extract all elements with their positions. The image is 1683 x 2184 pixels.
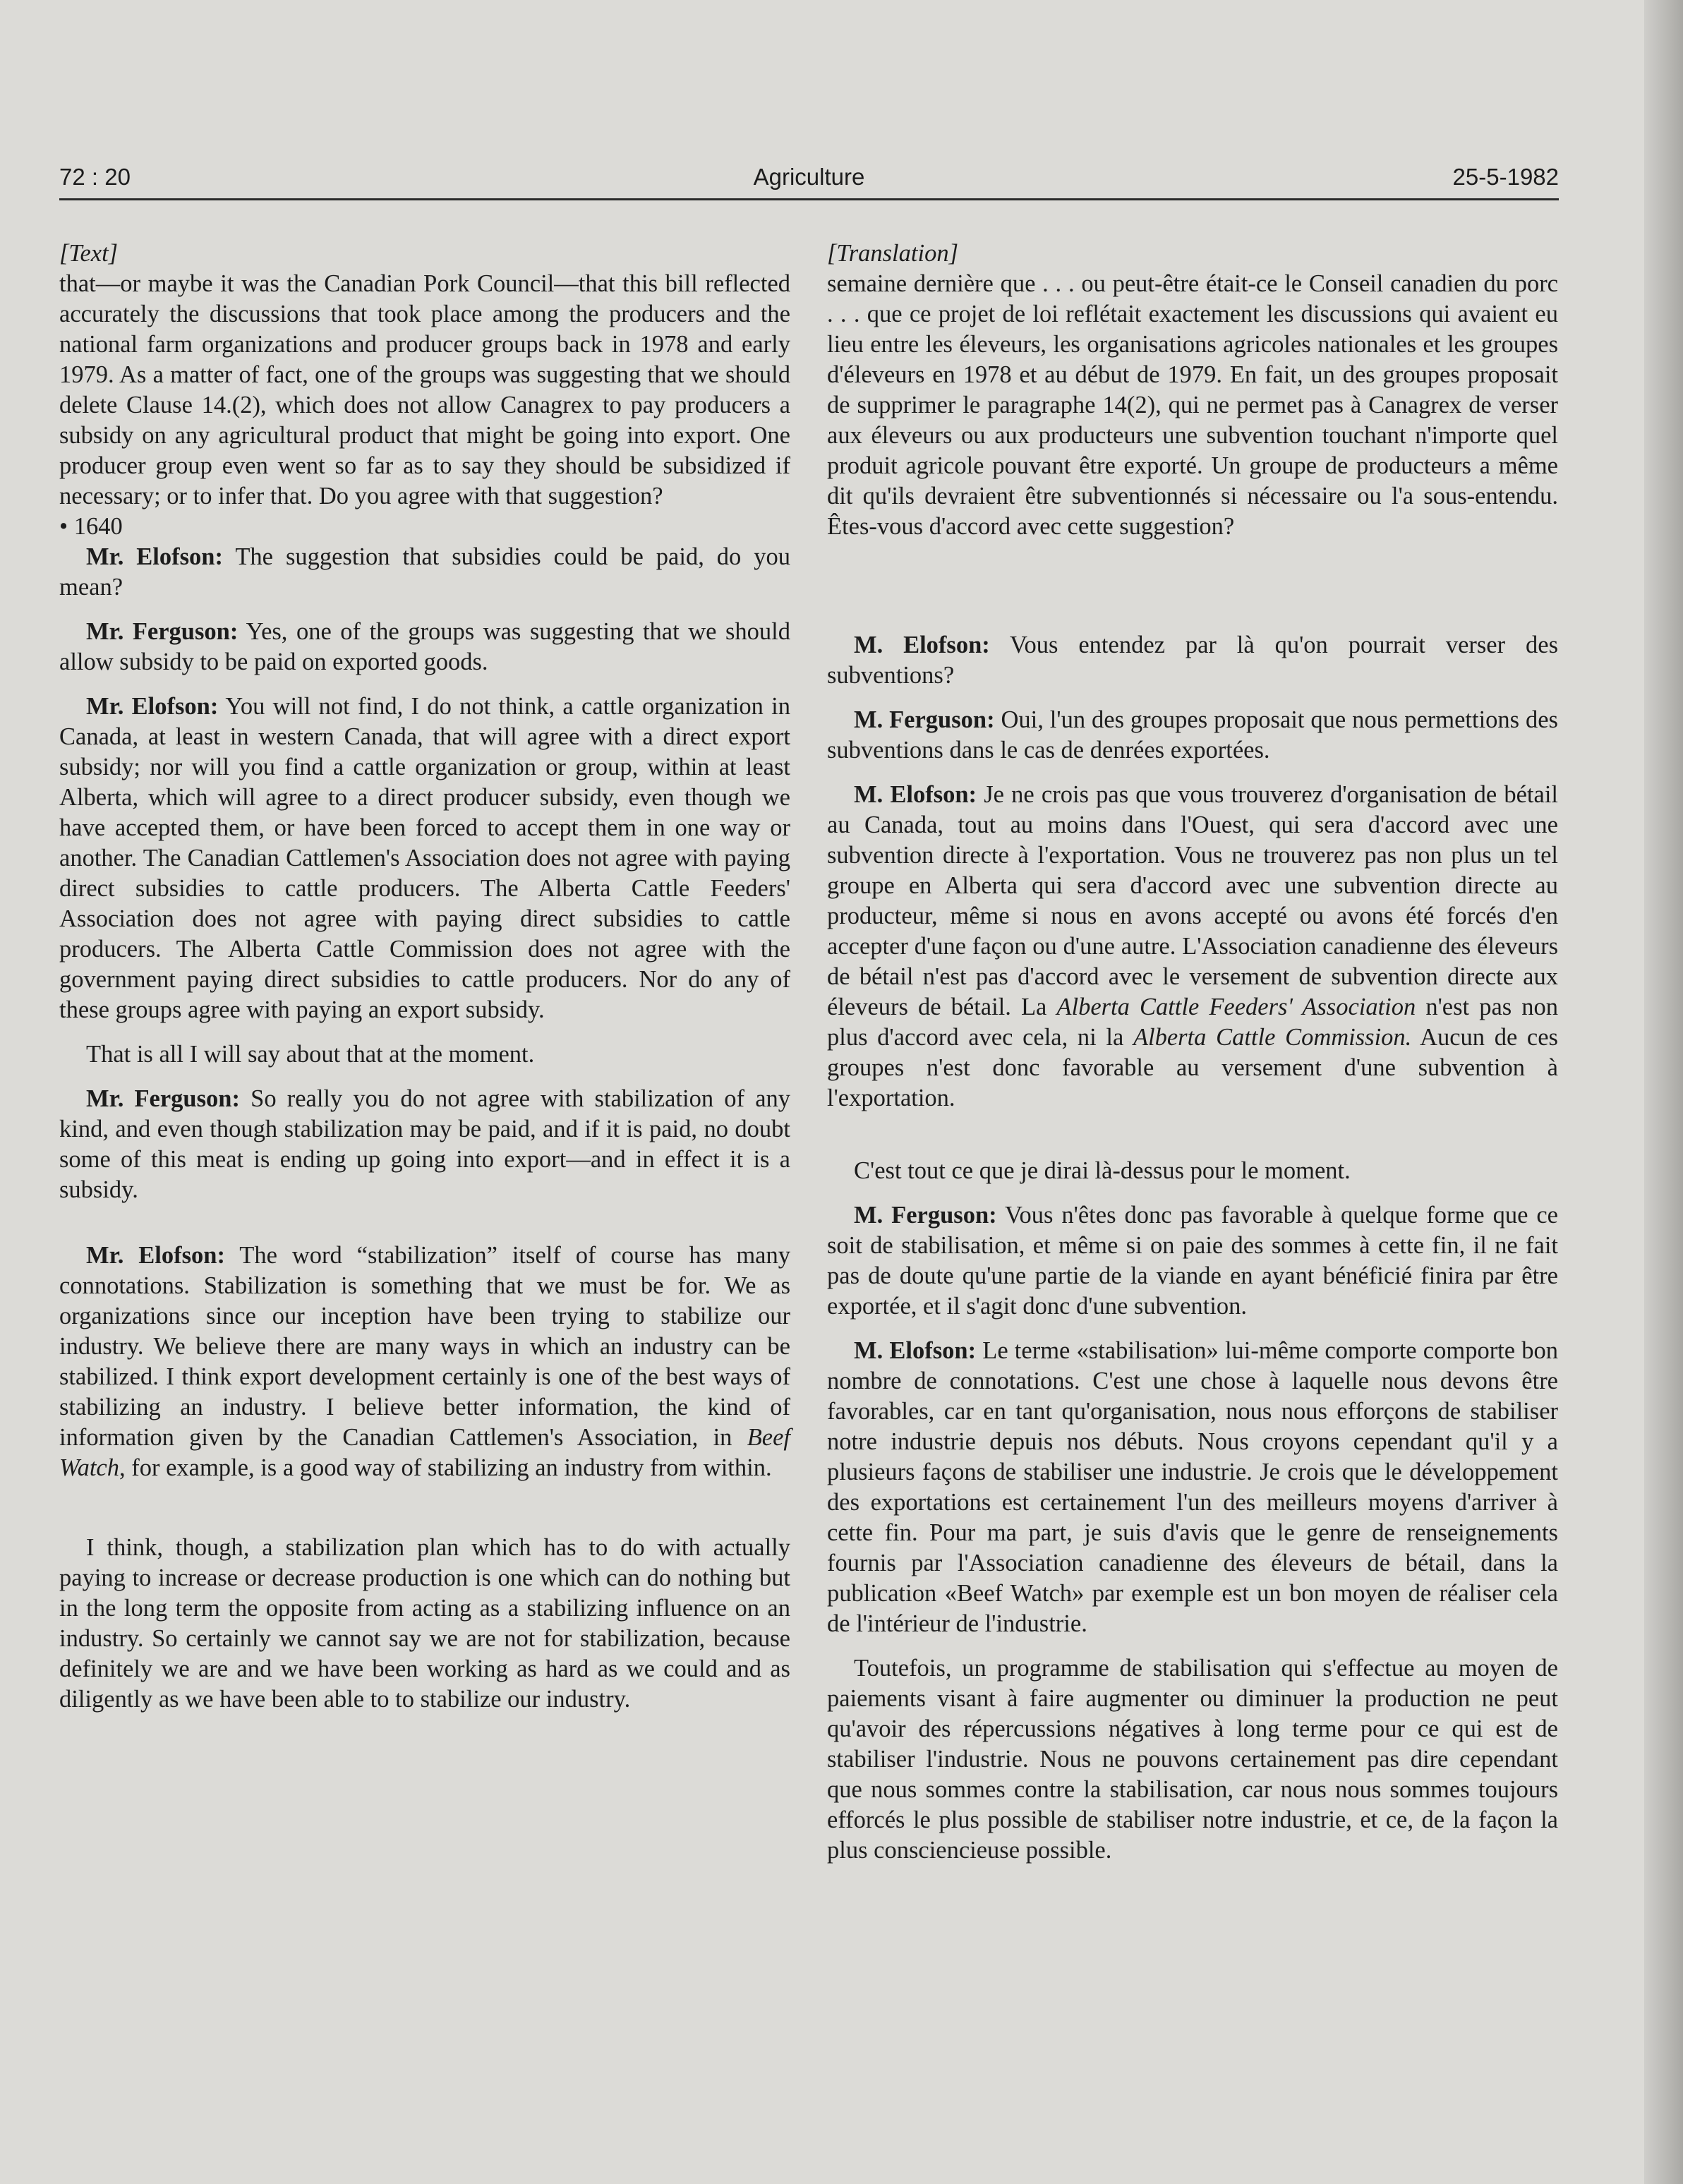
- language-tag-translation: [Translation]: [827, 240, 958, 267]
- page-edge: [1644, 0, 1683, 2184]
- time-marker: • 1640: [59, 513, 123, 540]
- page-date: 25-5-1982: [1452, 164, 1559, 190]
- speaker-name: M. Elofson:: [854, 632, 990, 658]
- speaker-name: Mr. Ferguson:: [86, 618, 239, 645]
- paragraph: M. Ferguson: Vous n'êtes donc pas favorable à quelque forme que ce soit de stabilisation, et même si on paie des sommes à cette fin, il ne fait pas de doute qu'une partie de la viande en ayant bénéficié finira par être exportée, et il s'agit donc d'une subvention.: [827, 1202, 1558, 1320]
- paragraph: M. Elofson: Vous entendez par là qu'on pourrait verser des subventions?: [827, 632, 1558, 689]
- paragraph: M. Elofson: Je ne crois pas que vous trouverez d'organisation de bétail au Canada, tout au moins dans l'Ouest, qui sera d'accord avec une subvention directe à l'exportation. Vous ne trouverez pas non plus un tel groupe en Alberta qui sera d'accord avec une subvention directe au producteur, même si nous en avons accepté ou avons été forcés d'en accepter d'une façon ou d'une autre. L'Association canadienne des éleveurs de bétail n'est pas d'accord avec le versement de subvention directe aux éleveurs de bétail. La Alberta Cattle Feeders' Association n'est pas non plus d'accord avec cela, ni la Alberta Cattle Commission. Aucun de ces groupes n'est donc favorable au versement d'une subvention à l'exportation.: [827, 781, 1558, 1111]
- paragraph: semaine dernière que . . . ou peut-être était-ce le Conseil canadien du porc . . . que ce projet de loi reflétait exactement les discussions qui avaient eu lieu entre les éleveurs, les organisations agricoles nationales et les groupes d'éleveurs en 1978 et au début de 1979. En fait, un des groupes proposait de supprimer le paragraphe 14(2), qui ne permet pas à Canagrex de verser aux éleveurs ou aux producteurs une subvention touchant n'importe quel produit agricole pouvant être exporté. Un groupe de producteurs a même dit qu'ils devraient être subventionnés si nécessaire ou l'a sous-entendu. Êtes-vous d'accord avec cette suggestion?: [827, 270, 1558, 540]
- english-column: [59, 239, 790, 1715]
- speaker-name: M. Ferguson:: [854, 1202, 997, 1229]
- speaker-name: M. Elofson:: [854, 1337, 977, 1364]
- french-column: [827, 239, 1558, 1866]
- paragraph: Mr. Elofson: The word “stabilization” itself of course has many connotations. Stabilization is something that we must be for. We as organizations since our inception have been trying to stabilize our industry. We believe there are many ways in which an industry can be stabilized. I think export development certainly is one of the best ways of stabilizing an industry. I believe better information, the kind of information given by the Canadian Cattlemen's Association, in Beef Watch, for example, is a good way of stabilizing an industry from within.: [59, 1242, 790, 1481]
- paragraph: that—or maybe it was the Canadian Pork Council—that this bill reflected accurately the discussions that took place among the producers and the national farm organizations and producer groups back in 1978 and early 1979. As a matter of fact, one of the groups was suggesting that we should delete Clause 14.(2), which does not allow Canagrex to pay producers a subsidy on any agricultural product that might be going into export. One producer group even went so far as to say they should be subsidized if necessary; or to infer that. Do you agree with that suggestion?: [59, 270, 790, 509]
- paragraph: C'est tout ce que je dirai là-dessus pour le moment.: [854, 1157, 1351, 1184]
- paragraph: Toutefois, un programme de stabilisation qui s'effectue au moyen de paiements visant à faire augmenter ou diminuer la production ne peut qu'avoir des répercussions négatives à long terme pour ce qui est de stabiliser l'industrie. Nous ne pouvons certainement pas dire cependant que nous sommes contre la stabilisation, car nous nous sommes toujours efforcés le plus possible de stabiliser notre industrie, et ce, de la façon la plus consciencieuse possible.: [827, 1655, 1558, 1864]
- paragraph: Mr. Ferguson: Yes, one of the groups was suggesting that we should allow subsidy to be paid on exported goods.: [59, 618, 790, 675]
- paragraph: M. Elofson: Le terme «stabilisation» lui-même comporte comporte bon nombre de connotations. C'est une chose à laquelle nous devons être favorables, car en tant qu'organisation, nous nous efforçons de stabiliser notre industrie depuis nos débuts. Nous croyons cependant qu'il y a plusieurs façons de stabiliser une industrie. Je crois que le développement des exportations est certainement l'un des meilleurs moyens d'arriver à cette fin. Pour ma part, je suis d'avis que le genre de renseignements fournis par l'Association canadienne des éleveurs de bétail, dans la publication «Beef Watch» par exemple est un bon moyen de réaliser cela de l'intérieur de l'industrie.: [827, 1337, 1559, 1637]
- organization-name: Alberta Cattle Commission.: [1133, 1024, 1412, 1051]
- speaker-name: Mr. Elofson:: [86, 693, 219, 720]
- header-rule: [59, 198, 1559, 200]
- publication-title: Beef Watch: [59, 1424, 790, 1481]
- speaker-name: M. Ferguson:: [854, 706, 995, 733]
- organization-name: Alberta Cattle Feeders' Association: [1056, 994, 1416, 1020]
- paragraph: Mr. Elofson: You will not find, I do not think, a cattle organization in Canada, at least in western Canada, that will agree with a direct export subsidy; nor will you find a cattle organization or group, within at least Alberta, which will agree to a direct producer subsidy, even though we have accepted them, or have been forced to accept them in one way or another. The Canadian Cattlemen's Association does not agree with paying direct subsidies to cattle producers. The Alberta Cattle Feeders' Association does not agree with paying direct subsidies to cattle producers. The Alberta Cattle Commission does not agree with the government paying direct subsidies to cattle producers. Nor do any of these groups agree with paying an export subsidy.: [59, 693, 790, 1023]
- paragraph: I think, though, a stabilization plan which has to do with actually paying to increase or decrease production is one which can do nothing but in the long term the opposite from acting as a stabilizing influence on an industry. So certainly we cannot say we are not for stabilization, because definitely we are and we have been working as hard as we could and as diligently as we have been able to to stabilize our industry.: [59, 1534, 790, 1713]
- page-number: 72 : 20: [59, 164, 131, 190]
- speaker-name: Mr. Elofson:: [86, 543, 223, 570]
- paragraph: M. Ferguson: Oui, l'un des groupes proposait que nous permettions des subventions dans le cas de denrées exportées.: [827, 706, 1558, 764]
- paragraph: Mr. Elofson: The suggestion that subsidies could be paid, do you mean?: [59, 543, 791, 601]
- speaker-name: Mr. Elofson:: [86, 1242, 225, 1269]
- page-header: [59, 164, 1559, 198]
- speaker-name: M. Elofson:: [854, 781, 977, 808]
- speaker-name: Mr. Ferguson:: [86, 1085, 240, 1112]
- paragraph: That is all I will say about that at the moment.: [86, 1041, 535, 1068]
- language-tag-text: [Text]: [59, 240, 119, 267]
- running-title: Agriculture: [753, 164, 865, 190]
- paragraph: Mr. Ferguson: So really you do not agree with stabilization of any kind, and even though stabilization may be paid, and if it is paid, no doubt some of this meat is ending up going into export—and in effect it is a subsidy.: [59, 1085, 791, 1203]
